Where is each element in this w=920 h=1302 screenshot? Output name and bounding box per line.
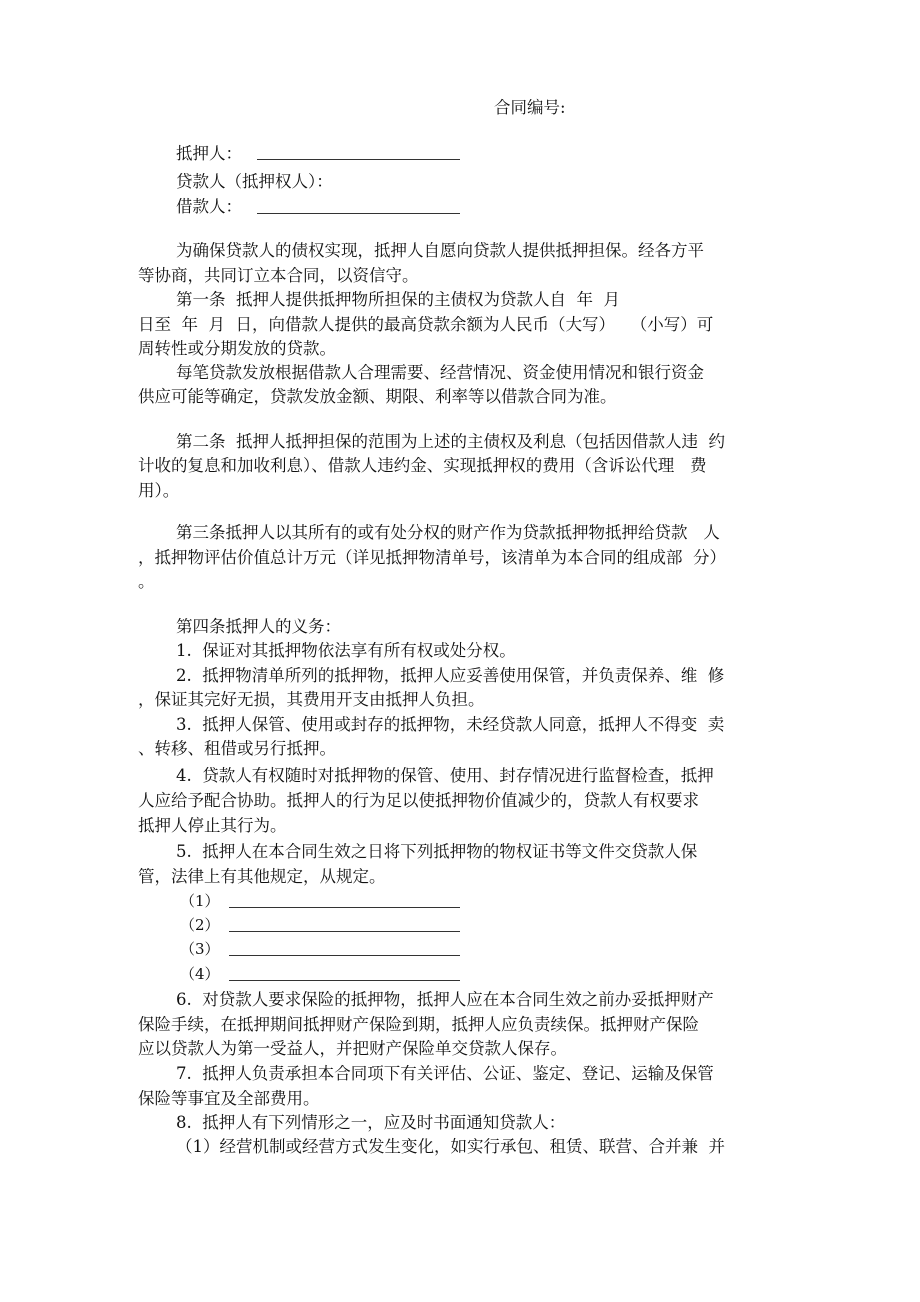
lender-label: 贷款人（抵押权人）： [176, 172, 333, 191]
article4-item6: 6. 对贷款人要求保险的抵押物，抵押人应在本合同生效之前办妥抵押财产 [176, 990, 714, 1009]
borrower-blank [257, 213, 460, 214]
article4-title: 第四条抵押人的义务： [176, 617, 341, 636]
doc-blank-3 [229, 955, 460, 956]
doc-label-4: （4） [180, 965, 220, 983]
doc-blank-2 [229, 931, 460, 932]
intro-line: 等协商，共同订立本合同，以资信守。 [138, 266, 419, 285]
article4-item4: 4. 贷款人有权随时对抵押物的保管、使用、封存情况进行监督检查，抵押 [176, 766, 714, 785]
article1-line: 日至 年 月 日，向借款人提供的最高贷款余额为人民币（大写） （小写）可 [138, 315, 714, 334]
borrower-label: 借款人： [176, 197, 242, 216]
doc-blank-1 [229, 907, 460, 908]
article4-item3: 、转移、租借或另行抵押。 [138, 739, 336, 758]
mortgagor-blank [257, 159, 460, 160]
article4-item4: 人应给予配合协助。抵押人的行为足以使抵押物价值减少的，贷款人有权要求 [138, 791, 699, 810]
article3-line: 第三条抵押人以其所有的或有处分权的财产作为贷款抵押物抵押给贷款 人 [176, 523, 720, 542]
article4-item5: 5. 抵押人在本合同生效之日将下列抵押物的物权证书等文件交贷款人保 [176, 842, 698, 861]
article4-item6: 应以贷款人为第一受益人，并把财产保险单交贷款人保存。 [138, 1039, 567, 1058]
doc-label-1: （1） [180, 892, 220, 910]
doc-label-2: （2） [180, 916, 220, 934]
article4-item8: （1）经营机制或经营方式发生变化，如实行承包、租赁、联营、合并兼 并 [176, 1137, 725, 1156]
article1-line: 周转性或分期发放的贷款。 [138, 339, 336, 358]
article4-item7: 7. 抵押人负责承担本合同项下有关评估、公证、鉴定、登记、运输及保管 [176, 1064, 714, 1083]
article4-item6: 保险手续，在抵押期间抵押财产保险到期，抵押人应负责续保。抵押财产保险 [138, 1015, 699, 1034]
article4-item3: 3. 抵押人保管、使用或封存的抵押物，未经贷款人同意，抵押人不得变 卖 [176, 715, 725, 734]
article2-line: 第二条 抵押人抵押担保的范围为上述的主债权及利息（包括因借款人违 约 [176, 432, 725, 451]
article4-item7: 保险等事宜及全部费用。 [138, 1089, 320, 1108]
article3-line: ，抵押物评估价值总计万元（详见抵押物清单号，该清单为本合同的组成部 分） [138, 548, 726, 567]
article4-item8: 8. 抵押人有下列情形之一，应及时书面通知贷款人： [176, 1113, 566, 1132]
article2-line: 计收的复息和加收利息）、借款人违约金、实现抵押权的费用（含诉讼代理 费 [138, 456, 707, 475]
article4-item4: 抵押人停止其行为。 [138, 816, 287, 835]
article1-p2-line: 供应可能等确定，贷款发放金额、期限、利率等以借款合同为准。 [138, 387, 617, 406]
intro-line: 为确保贷款人的债权实现，抵押人自愿向贷款人提供抵押担保。经各方平 [176, 241, 704, 260]
contract-number-label: 合同编号: [494, 98, 566, 117]
article4-item2: 2. 抵押物清单所列的抵押物，抵押人应妥善使用保管，并负责保养、维 修 [176, 666, 725, 685]
article4-item5: 管，法律上有其他规定，从规定。 [138, 867, 386, 886]
mortgagor-label: 抵押人： [176, 144, 242, 163]
article4-item1: 1. 保证对其抵押物依法享有所有权或处分权。 [176, 641, 516, 660]
doc-label-3: （3） [180, 940, 220, 958]
article1-line: 第一条 抵押人提供抵押物所担保的主债权为贷款人自 年 月 [176, 290, 620, 309]
doc-blank-4 [229, 980, 460, 981]
article3-line: 。 [138, 572, 155, 591]
article2-line: 用）。 [138, 481, 180, 500]
article1-p2-line: 每笔贷款发放根据借款人合理需要、经营情况、资金使用情况和银行资金 [176, 363, 704, 382]
article4-item2: ，保证其完好无损，其费用开支由抵押人负担。 [138, 690, 485, 709]
